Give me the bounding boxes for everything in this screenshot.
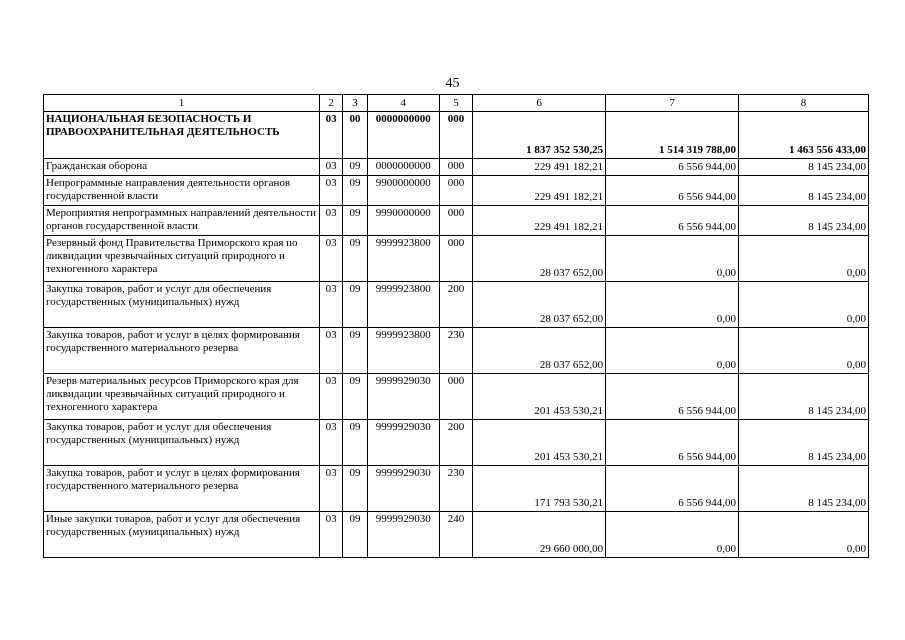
page-number: 45 [445,76,460,91]
row-name: Закупка товаров, работ и услуг в целях формирования государственного материального резерва [44,466,320,512]
expense-type-code: 230 [439,328,472,374]
row-name: Резервный фонд Правительства Приморского края по ликвидации чрезвычайных ситуаций природного и техногенного характера [44,236,320,282]
amount-col8: 0,00 [739,512,869,558]
section-code: 03 [320,374,343,420]
amount-col6: 28 037 652,00 [473,236,606,282]
amount-col6: 229 491 182,21 [473,176,606,206]
table-row [44,112,869,159]
expense-type-code: 200 [439,420,472,466]
amount-col7: 6 556 944,00 [606,420,739,466]
table-row [44,282,869,328]
amount-col6: 28 037 652,00 [473,328,606,374]
target-article-code: 9999929030 [367,512,439,558]
row-name: НАЦИОНАЛЬНАЯ БЕЗОПАСНОСТЬ И ПРАВООХРАНИТЕЛЬНАЯ ДЕЯТЕЛЬНОСТЬ [44,112,320,159]
section-code: 03 [320,176,343,206]
expense-type-code: 000 [439,112,472,159]
amount-col7: 6 556 944,00 [606,159,739,176]
expense-type-code: 000 [439,374,472,420]
amount-col7: 6 556 944,00 [606,176,739,206]
amount-col7: 6 556 944,00 [606,206,739,236]
column-header: 1 [44,95,320,112]
row-name: Иные закупки товаров, работ и услуг для обеспечения государственных (муниципальных) нужд [44,512,320,558]
subsection-code: 09 [343,282,367,328]
subsection-code: 09 [343,236,367,282]
amount-col6: 28 037 652,00 [473,282,606,328]
section-code: 03 [320,159,343,176]
expense-type-code: 000 [439,159,472,176]
expense-type-code: 240 [439,512,472,558]
expense-type-code: 000 [439,206,472,236]
section-code: 03 [320,206,343,236]
column-header: 4 [367,95,439,112]
row-name: Закупка товаров, работ и услуг в целях формирования государственного материального резерва [44,328,320,374]
amount-col7: 0,00 [606,282,739,328]
row-name: Гражданская оборона [44,159,320,176]
table-row [44,159,869,176]
subsection-code: 09 [343,159,367,176]
section-code: 03 [320,236,343,282]
column-header: 2 [320,95,343,112]
target-article-code: 9999929030 [367,466,439,512]
amount-col7: 6 556 944,00 [606,466,739,512]
target-article-code: 0000000000 [367,159,439,176]
subsection-code: 09 [343,374,367,420]
target-article-code: 9999923800 [367,282,439,328]
table-row [44,328,869,374]
amount-col8: 8 145 234,00 [739,206,869,236]
section-code: 03 [320,420,343,466]
row-name: Закупка товаров, работ и услуг для обеспечения государственных (муниципальных) нужд [44,282,320,328]
amount-col8: 8 145 234,00 [739,466,869,512]
amount-col7: 6 556 944,00 [606,374,739,420]
target-article-code: 9999923800 [367,236,439,282]
amount-col6: 229 491 182,21 [473,206,606,236]
target-article-code: 9990000000 [367,206,439,236]
subsection-code: 00 [343,112,367,159]
amount-col6: 201 453 530,21 [473,374,606,420]
row-name: Закупка товаров, работ и услуг для обеспечения государственных (муниципальных) нужд [44,420,320,466]
subsection-code: 09 [343,420,367,466]
column-header: 8 [739,95,869,112]
table-header-row [44,95,869,112]
amount-col8: 0,00 [739,328,869,374]
section-code: 03 [320,512,343,558]
amount-col8: 8 145 234,00 [739,176,869,206]
target-article-code: 9999929030 [367,420,439,466]
subsection-code: 09 [343,206,367,236]
amount-col8: 8 145 234,00 [739,374,869,420]
table-row [44,176,869,206]
amount-col8: 8 145 234,00 [739,159,869,176]
target-article-code: 9900000000 [367,176,439,206]
target-article-code: 9999923800 [367,328,439,374]
expense-type-code: 200 [439,282,472,328]
table-row [44,512,869,558]
amount-col6: 29 660 000,00 [473,512,606,558]
amount-col7: 0,00 [606,512,739,558]
expense-type-code: 230 [439,466,472,512]
amount-col8: 0,00 [739,236,869,282]
amount-col8: 8 145 234,00 [739,420,869,466]
column-header: 6 [473,95,606,112]
row-name: Резерв материальных ресурсов Приморского края для ликвидации чрезвычайных ситуаций природного и техногенного характера [44,374,320,420]
column-header: 5 [439,95,472,112]
amount-col7: 0,00 [606,328,739,374]
table-row [44,466,869,512]
amount-col8: 0,00 [739,282,869,328]
amount-col6: 229 491 182,21 [473,159,606,176]
table-row [44,420,869,466]
section-code: 03 [320,328,343,374]
expense-type-code: 000 [439,236,472,282]
amount-col6: 1 837 352 530,25 [473,112,606,159]
section-code: 03 [320,112,343,159]
row-name: Непрограммные направления деятельности органов государственной власти [44,176,320,206]
subsection-code: 09 [343,176,367,206]
amount-col8: 1 463 556 433,00 [739,112,869,159]
amount-col7: 1 514 319 788,00 [606,112,739,159]
expense-type-code: 000 [439,176,472,206]
table-row [44,236,869,282]
amount-col6: 171 793 530,21 [473,466,606,512]
amount-col6: 201 453 530,21 [473,420,606,466]
amount-col7: 0,00 [606,236,739,282]
section-code: 03 [320,282,343,328]
column-header: 7 [606,95,739,112]
section-code: 03 [320,466,343,512]
target-article-code: 9999929030 [367,374,439,420]
row-name: Мероприятия непрограммных направлений деятельности органов государственной власти [44,206,320,236]
table-row [44,374,869,420]
column-header: 3 [343,95,367,112]
subsection-code: 09 [343,328,367,374]
subsection-code: 09 [343,512,367,558]
target-article-code: 0000000000 [367,112,439,159]
budget-table [43,94,869,558]
table-row [44,206,869,236]
subsection-code: 09 [343,466,367,512]
